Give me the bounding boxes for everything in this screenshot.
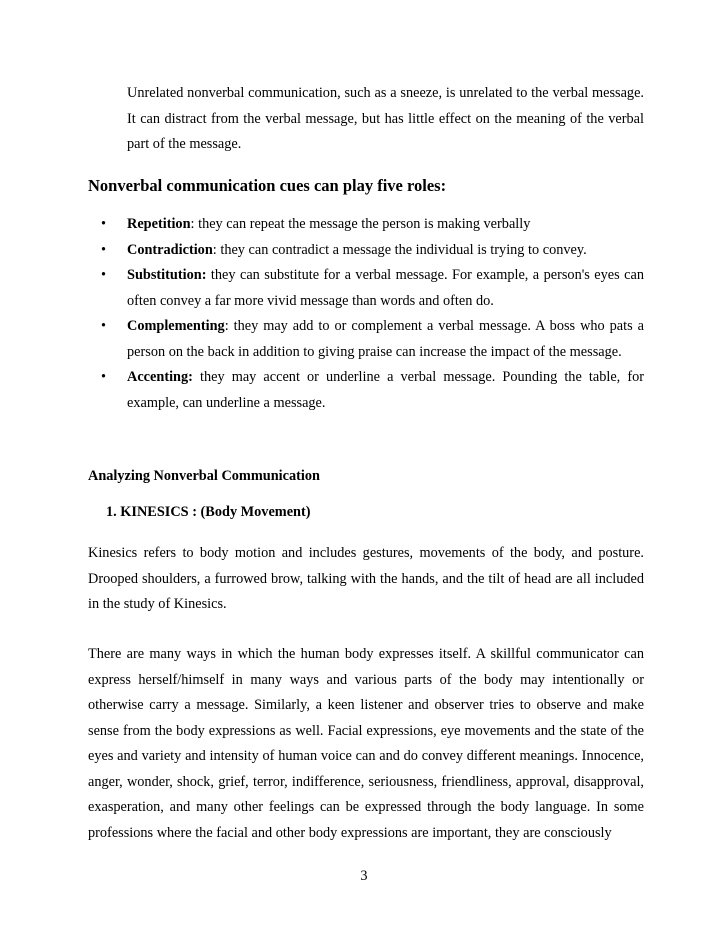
page-number: 3 — [360, 868, 368, 884]
kinesics-paragraph-2: There are many ways in which the human body expresses itself. A skillful communicator can express herself/himself in many ways and various parts of the body may intentionally or otherwise carry a message. Similarly, a keen listener and observer tries to observe and make sense from the body expressions as well. Facial expressions, eye movements and the state of the eyes and variety and intensity of human voice can and do convey different meanings. Innocence, anger, wonder, shock, grief, terror, indifference, seriousness, friendliness, approval, disapproval, exasperation, and many other feelings can be expressed through the body language. In some professions where the facial and other body expressions are important, they are consciously — [88, 646, 644, 841]
roles-list — [88, 212, 644, 416]
intro-paragraph: Unrelated nonverbal communication, such as a sneeze, is unrelated to the verbal message. It can distract from the verbal message, but has little effect on the meaning of the verbal part of the message. — [127, 85, 644, 152]
role-item-complementing — [88, 314, 644, 365]
role-term: Accenting: — [127, 369, 193, 385]
role-text: they can substitute for a verbal message. For example, a person's eyes can often convey a far more vivid message than words and often do. — [127, 267, 644, 309]
bullet-icon: • — [101, 369, 107, 385]
analyzing-heading: Analyzing Nonverbal Communication — [88, 468, 320, 484]
role-item-accenting — [88, 365, 644, 416]
bullet-icon: • — [101, 318, 107, 334]
role-term: Contradiction — [127, 241, 213, 258]
role-term: Repetition — [127, 216, 191, 232]
role-term: Substitution: — [127, 267, 207, 283]
role-text: : they can contradict a message the individual is trying to convey. — [212, 241, 587, 258]
bullet-icon: • — [101, 241, 107, 258]
kinesics-paragraph-1: Kinesics refers to body motion and includes gestures, movements of the body, and posture. Drooped shoulders, a furrowed brow, talking with the hands, and the tilt of head are all included in the study of Kinesics. — [88, 545, 644, 612]
roles-heading: Nonverbal communication cues can play five roles: — [88, 176, 447, 195]
role-text: : they can repeat the message the person is making verbally — [190, 216, 531, 232]
role-item-contradiction — [88, 238, 644, 264]
role-item-substitution — [88, 263, 644, 314]
role-term: Complementing — [127, 318, 225, 334]
role-text: : they may add to or complement a verbal message. A boss who pats a person on the back in addition to giving praise can increase the impact of the message. — [127, 318, 644, 360]
bullet-icon: • — [101, 267, 107, 283]
role-item-repetition — [88, 212, 644, 238]
bullet-icon: • — [101, 216, 107, 232]
kinesics-heading: 1. KINESICS : (Body Movement) — [106, 504, 311, 520]
role-text: they may accent or underline a verbal message. Pounding the table, for example, can underline a message. — [127, 369, 644, 411]
